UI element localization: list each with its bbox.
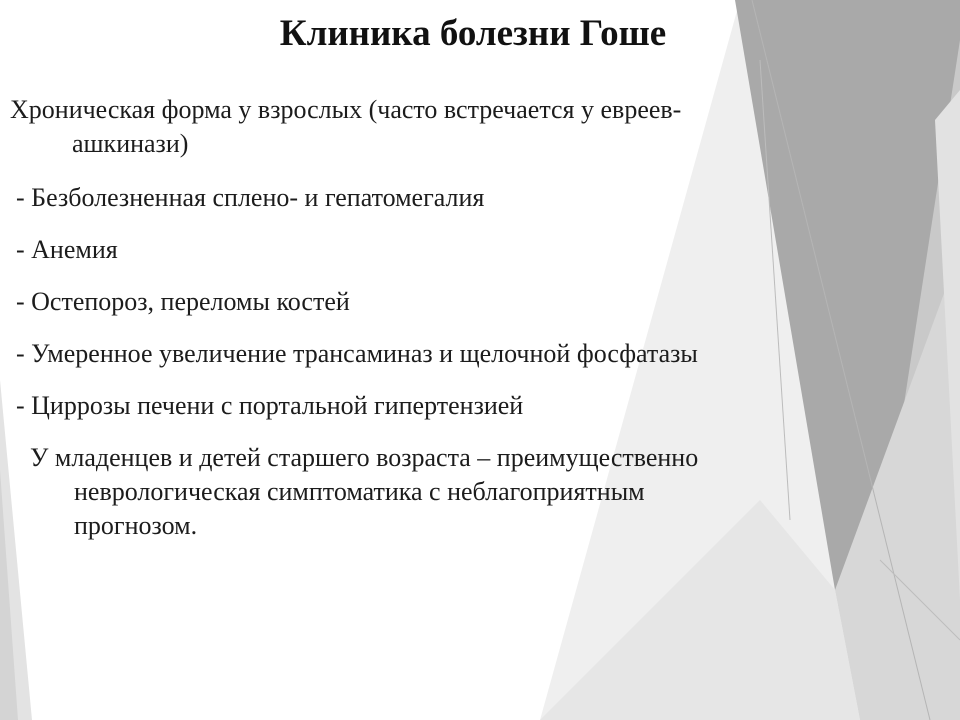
children-line-1: У младенцев и детей старшего возраста – преимущественно bbox=[30, 443, 699, 472]
children-line-2: неврологическая симптоматика с неблагоприятным bbox=[74, 477, 645, 506]
children-line-3: прогнозом. bbox=[74, 511, 198, 540]
slide-title: Клиника болезни Гоше bbox=[279, 13, 667, 54]
bullet-anemia: - Анемия bbox=[16, 235, 118, 264]
intro-line-2: ашкинази) bbox=[72, 129, 189, 158]
bullet-transaminases: - Умеренное увеличение трансаминаз и щелочной фосфатазы bbox=[16, 339, 698, 368]
children-paragraph bbox=[30, 441, 698, 543]
intro-paragraph bbox=[10, 93, 681, 161]
bullet-splenomegaly: - Безболезненная сплено- и гепатомегалия bbox=[16, 183, 485, 212]
intro-line-1: Хроническая форма у взрослых (часто встречается у евреев- bbox=[10, 95, 682, 124]
bullet-osteoporosis: - Остепороз, переломы костей bbox=[16, 287, 350, 316]
bullet-cirrhosis: - Циррозы печени с портальной гипертензией bbox=[16, 391, 524, 420]
